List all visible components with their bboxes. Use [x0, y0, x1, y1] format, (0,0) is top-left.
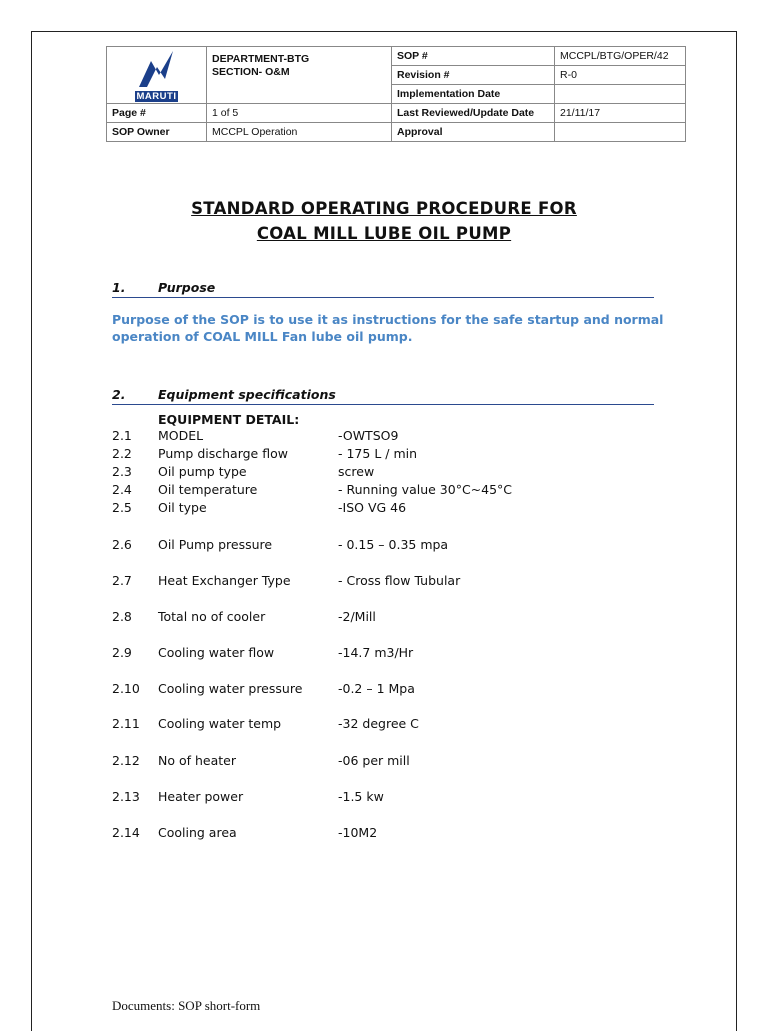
spec-number: 2.6 — [112, 537, 132, 552]
approval-label: Approval — [392, 123, 555, 142]
spec-value: -10M2 — [338, 825, 378, 840]
section1-number: 1. — [112, 280, 126, 295]
spec-value: - 0.15 – 0.35 mpa — [338, 537, 449, 552]
section1-title: Purpose — [158, 280, 216, 295]
spec-value: -OWTSO9 — [338, 428, 399, 443]
spec-value: screw — [338, 464, 375, 479]
spec-number: 2.10 — [112, 681, 140, 696]
spec-number: 2.12 — [112, 753, 140, 768]
spec-number: 2.3 — [112, 464, 132, 479]
spec-label: Oil type — [158, 500, 207, 515]
spec-number: 2.14 — [112, 825, 140, 840]
spec-row — [112, 500, 672, 517]
spec-label: Heat Exchanger Type — [158, 573, 291, 588]
spec-value: - Running value 30°C~45°C — [338, 482, 513, 497]
section2-heading — [112, 387, 654, 405]
spec-row — [112, 681, 672, 698]
spec-label: Heater power — [158, 789, 244, 804]
spec-label: Cooling area — [158, 825, 237, 840]
spec-number: 2.11 — [112, 716, 140, 731]
spec-number: 2.13 — [112, 789, 140, 804]
spec-row — [112, 464, 672, 481]
spec-number: 2.1 — [112, 428, 132, 443]
spec-row — [112, 825, 672, 842]
revision-value: R-0 — [555, 66, 686, 85]
spec-row — [112, 482, 672, 499]
maruti-logo-icon — [135, 49, 179, 91]
spec-row — [112, 573, 672, 590]
sop-no-label: SOP # — [392, 47, 555, 66]
spec-label: Oil Pump pressure — [158, 537, 273, 552]
spec-row — [112, 789, 672, 806]
spec-number: 2.2 — [112, 446, 132, 461]
spec-value: -32 degree C — [338, 716, 419, 731]
spec-value: -06 per mill — [338, 753, 410, 768]
logo-text: MARUTI — [136, 90, 177, 102]
spec-label: Cooling water pressure — [158, 681, 303, 696]
spec-label: Cooling water temp — [158, 716, 282, 731]
spec-label: Total no of cooler — [158, 609, 266, 624]
spec-row — [112, 753, 672, 770]
owner-label: SOP Owner — [107, 123, 207, 142]
spec-value: -ISO VG 46 — [338, 500, 407, 515]
spec-value: -1.5 kw — [338, 789, 384, 804]
spec-row — [112, 446, 672, 463]
spec-value: -0.2 – 1 Mpa — [338, 681, 415, 696]
equipment-detail-subheading: EQUIPMENT DETAIL: — [158, 412, 300, 427]
implementation-value — [555, 85, 686, 104]
spec-value: - 175 L / min — [338, 446, 418, 461]
spec-row — [112, 609, 672, 626]
spec-row — [112, 537, 672, 554]
section1-heading — [112, 280, 654, 298]
spec-row — [112, 645, 672, 662]
spec-label: Oil pump type — [158, 464, 247, 479]
spec-label: Oil temperature — [158, 482, 258, 497]
spec-row — [112, 716, 672, 733]
department-cell — [207, 47, 392, 104]
spec-number: 2.9 — [112, 645, 132, 660]
document-title-line1: STANDARD OPERATING PROCEDURE FOR — [191, 199, 577, 218]
spec-number: 2.4 — [112, 482, 132, 497]
owner-value: MCCPL Operation — [207, 123, 392, 142]
revision-label: Revision # — [392, 66, 555, 85]
page-value: 1 of 5 — [207, 104, 392, 123]
spec-number: 2.8 — [112, 609, 132, 624]
spec-value: -14.7 m3/Hr — [338, 645, 414, 660]
spec-number: 2.5 — [112, 500, 132, 515]
last-reviewed-value: 21/11/17 — [555, 104, 686, 123]
department-text: DEPARTMENT-BTG — [212, 53, 310, 65]
spec-value: - Cross flow Tubular — [338, 573, 461, 588]
purpose-text: Purpose of the SOP is to use it as instructions for the safe startup and normal operation of COAL MILL Fan lube oil pump. — [112, 312, 664, 344]
spec-row — [112, 428, 672, 445]
page-label: Page # — [107, 104, 207, 123]
spec-label: No of heater — [158, 753, 236, 768]
spec-label: MODEL — [158, 428, 204, 443]
spec-label: Cooling water flow — [158, 645, 275, 660]
spec-label: Pump discharge flow — [158, 446, 288, 461]
sop-no-value: MCCPL/BTG/OPER/42 — [555, 47, 686, 66]
spec-number: 2.7 — [112, 573, 132, 588]
logo-cell — [107, 47, 207, 104]
section2-number: 2. — [112, 387, 126, 402]
approval-value — [555, 123, 686, 142]
implementation-label: Implementation Date — [392, 85, 555, 104]
page-border — [31, 31, 737, 1031]
spec-value: -2/Mill — [338, 609, 376, 624]
document-title-line2: COAL MILL LUBE OIL PUMP — [256, 224, 512, 243]
footer-text: Documents: SOP short-form — [112, 998, 261, 1013]
header-table — [106, 46, 686, 142]
section-text: SECTION- O&M — [212, 66, 290, 78]
section2-title: Equipment specifications — [158, 387, 336, 402]
last-reviewed-label: Last Reviewed/Update Date — [392, 104, 555, 123]
